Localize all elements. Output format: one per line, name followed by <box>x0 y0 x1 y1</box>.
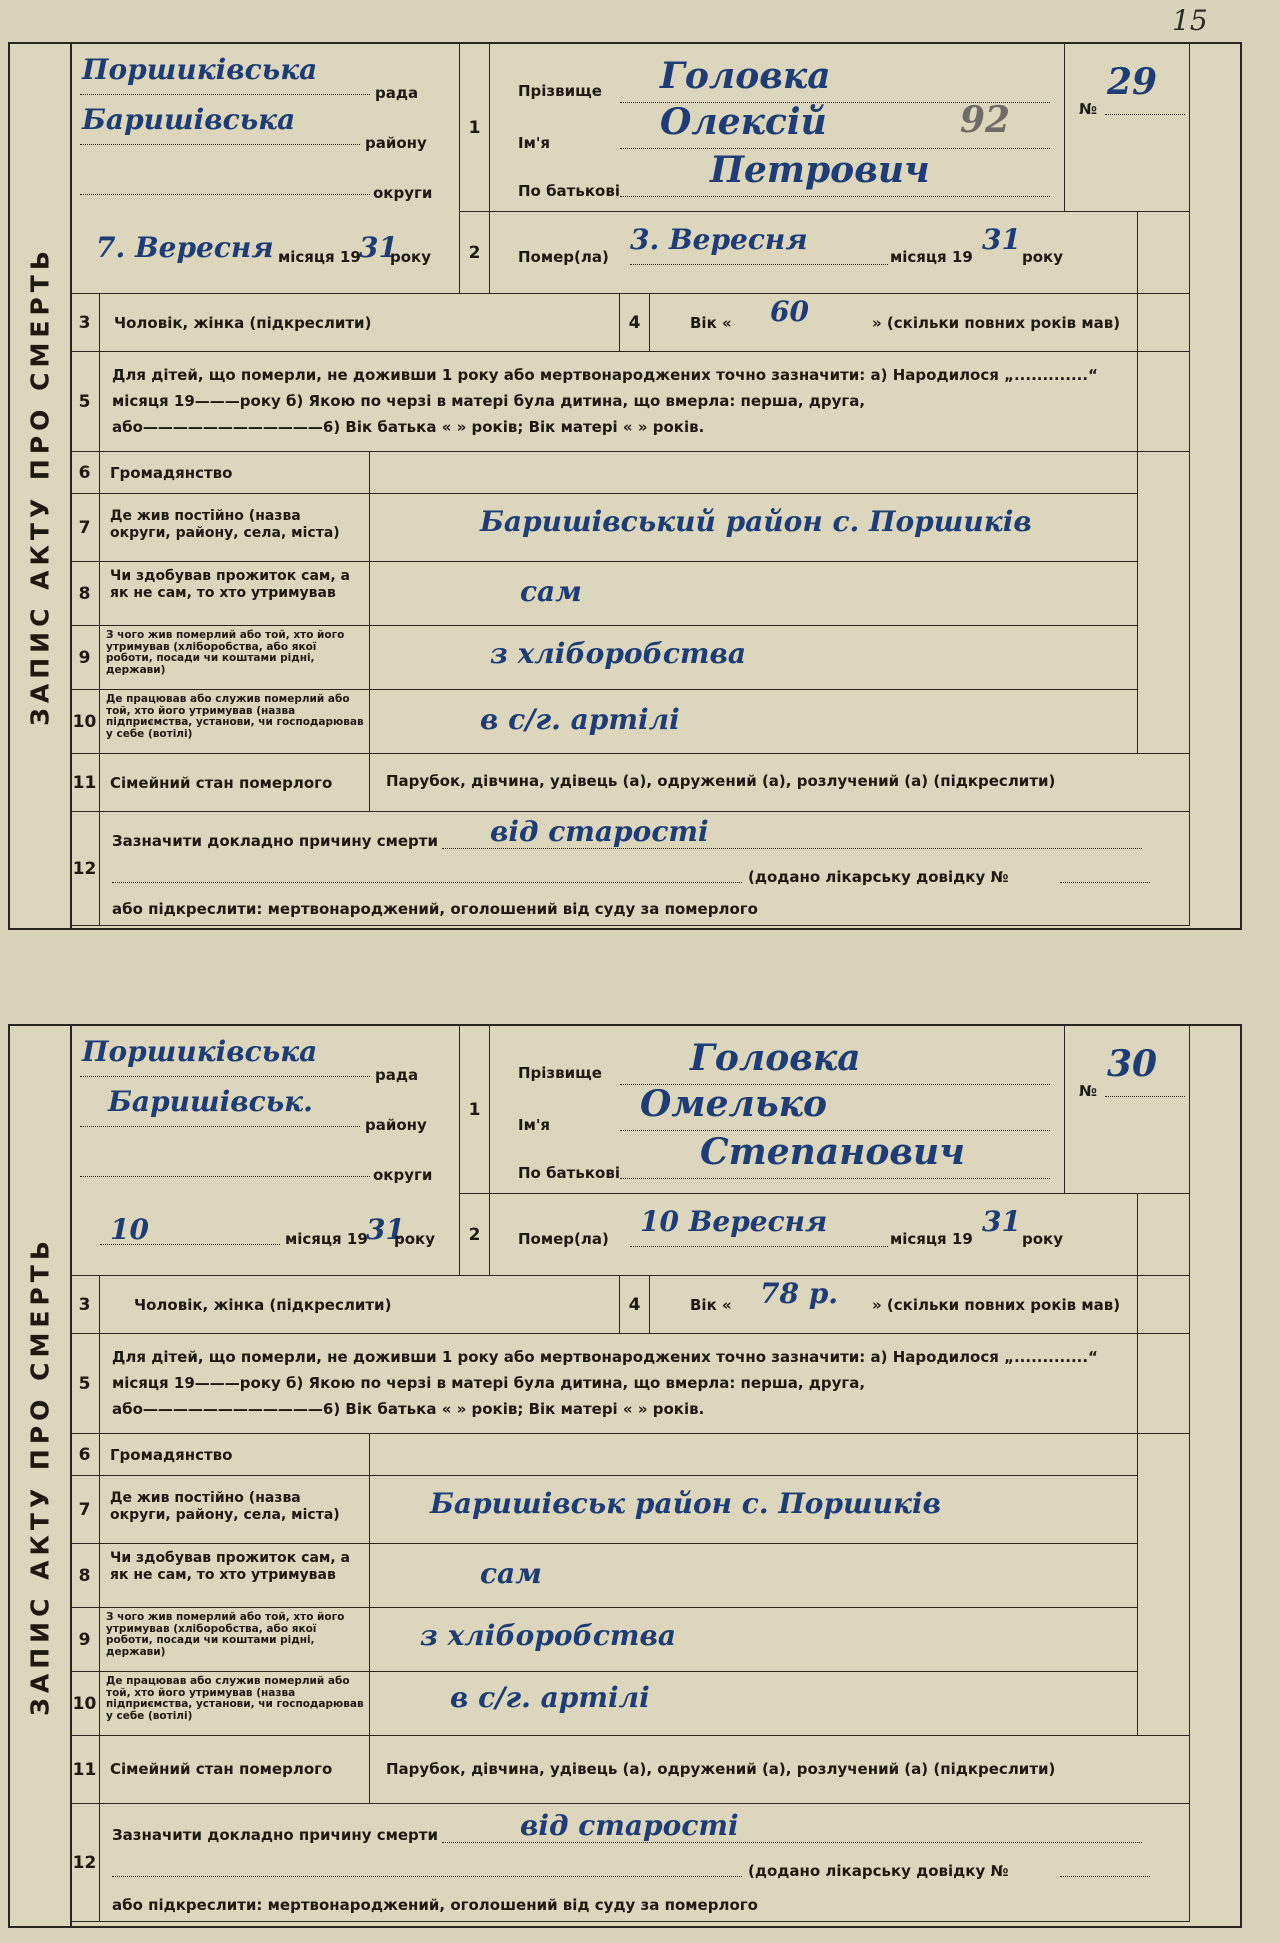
cause-label: Зазначити докладно причину смерти <box>112 1826 438 1844</box>
record-number-value: 30 <box>1107 1043 1158 1085</box>
death-day-value: 3. Вересня <box>630 223 808 256</box>
row-number-3: 3 <box>70 1276 100 1334</box>
row-number-5: 5 <box>70 352 100 452</box>
rada-value: Поршиківська <box>82 1035 318 1068</box>
registration-day-value: 10 <box>110 1213 149 1246</box>
livelihood-value-cell <box>370 1544 1138 1608</box>
row-number-2: 2 <box>460 1194 490 1276</box>
registration-year-value: 31 <box>366 1213 405 1246</box>
sex-label: Чоловік, жінка (підкреслити) <box>134 1296 392 1314</box>
marital-label-cell <box>100 754 370 812</box>
marital-options-cell <box>370 1736 1190 1804</box>
rayon-value: Баришівська <box>82 103 296 136</box>
row-number-10: 10 <box>70 1672 100 1736</box>
marital-label-cell <box>100 1736 370 1804</box>
livelihood-value-cell <box>370 562 1138 626</box>
empty-cell <box>1138 212 1190 294</box>
livelihood-value: сам <box>520 575 582 608</box>
age-suffix-label: » (скільки повних років мав) <box>872 314 1121 332</box>
age-value: 78 р. <box>760 1277 839 1310</box>
registration-day-value: 7. Вересня <box>96 231 274 264</box>
cause-value: від старості <box>520 1809 739 1842</box>
children-line-3: або————————————6) Вік батька « » років; Вік матері « » років. <box>112 418 705 436</box>
age-label: Вік « <box>690 1296 732 1314</box>
children-line-1: Для дітей, що померли, не доживши 1 року або мертвонароджених точно зазначити: а) Народилося „.............“ <box>112 1348 1098 1366</box>
registration-month-label: місяця 19 <box>278 248 361 266</box>
livelihood-label-cell <box>100 1544 370 1608</box>
okrugy-label: округи <box>373 1166 433 1184</box>
death-year-value: 31 <box>982 1205 1021 1238</box>
citizenship-label-cell <box>100 1434 370 1476</box>
age-value: 60 <box>770 295 809 328</box>
rada-label: рада <box>375 1066 419 1084</box>
side-title: ЗАПИС АКТУ ПРО СМЕРТЬ <box>25 246 55 726</box>
citizenship-label: Громадянство <box>110 1446 233 1464</box>
livelihood-value: сам <box>480 1557 542 1590</box>
side-title-panel <box>10 44 72 928</box>
record-number-value: 29 <box>1107 61 1158 103</box>
death-year-label: року <box>1022 248 1064 266</box>
death-record-form-29 <box>8 42 1242 930</box>
workplace-label-cell <box>100 690 370 754</box>
citizenship-label-cell <box>100 452 370 494</box>
income-source-value: з хліборобства <box>420 1619 677 1652</box>
income-source-label: З чого жив померлий або той, хто його утримував (хліборобства, або якої роботи, посади чи коштами рідні, держави) <box>106 1611 345 1658</box>
rada-label: рада <box>375 84 419 102</box>
marital-options: Парубок, дівчина, удівець (а), одружений (а), розлучений (а) (підкреслити) <box>386 772 1056 790</box>
death-year-value: 31 <box>982 223 1021 256</box>
workplace-value: в с/г. артілі <box>450 1681 650 1714</box>
rayonu-label: району <box>365 1116 427 1134</box>
stillborn-note: або підкреслити: мертвонароджений, оголошений від суду за померлого <box>112 900 758 918</box>
row-number-11: 11 <box>70 1736 100 1804</box>
surname-value: Головка <box>660 55 831 97</box>
death-month-label: місяця 19 <box>890 1230 973 1248</box>
citizenship-label: Громадянство <box>110 464 233 482</box>
stillborn-note: або підкреслити: мертвонароджений, оголошений від суду за померлого <box>112 1896 758 1914</box>
first-name-value: Олексій <box>660 101 827 143</box>
surname-label: Прізвище <box>518 82 602 100</box>
workplace-value-cell <box>370 690 1138 754</box>
side-title: ЗАПИС АКТУ ПРО СМЕРТЬ <box>25 1236 55 1716</box>
income-source-value: з хліборобства <box>490 637 747 670</box>
empty-cell <box>1138 1276 1190 1334</box>
registry-header-cell <box>70 1026 460 1276</box>
livelihood-label-cell <box>100 562 370 626</box>
empty-cell <box>1138 1334 1190 1434</box>
row-number-7: 7 <box>70 1476 100 1544</box>
residence-value-cell <box>370 494 1138 562</box>
side-title-panel <box>10 1026 72 1926</box>
workplace-label: Де працював або служив померлий або той, хто його утримував (назва підприємства, установи, чи господарював у себе (вотілі) <box>106 1675 364 1722</box>
workplace-label-cell <box>100 1672 370 1736</box>
row-number-6: 6 <box>70 1434 100 1476</box>
cause-of-death-cell <box>100 812 1190 926</box>
children-line-2: місяця 19———року б) Якою по черзі в матері була дитина, що вмерла: перша, друга, <box>112 1374 866 1392</box>
empty-cell <box>1138 294 1190 352</box>
cause-of-death-cell <box>100 1804 1190 1922</box>
children-info-cell <box>100 352 1138 452</box>
name-block-cell <box>490 44 1065 212</box>
row-number-10: 10 <box>70 690 100 754</box>
patronymic-label: По батькові <box>518 182 620 200</box>
citizenship-value-cell <box>370 1434 1138 1476</box>
age-suffix-label: » (скільки повних років мав) <box>872 1296 1121 1314</box>
pencil-mark: 92 <box>960 99 1011 141</box>
certificate-label: (додано лікарську довідку № <box>748 1862 1009 1880</box>
row-number-5: 5 <box>70 1334 100 1434</box>
residence-label: Де жив постійно (назва округи, району, села, міста) <box>110 1490 340 1523</box>
row-number-12: 12 <box>70 812 100 926</box>
death-day-value: 10 Вересня <box>640 1205 828 1238</box>
income-source-label-cell <box>100 626 370 690</box>
empty-cell <box>1138 1194 1190 1276</box>
record-number-cell <box>1065 44 1190 212</box>
sex-cell <box>100 1276 620 1334</box>
surname-label: Прізвище <box>518 1064 602 1082</box>
workplace-label: Де працював або служив померлий або той, хто його утримував (назва підприємства, установи, чи господарював у себе (вотілі) <box>106 693 364 740</box>
first-name-value: Омелько <box>640 1083 827 1125</box>
income-source-label-cell <box>100 1608 370 1672</box>
children-line-3: або————————————6) Вік батька « » років; Вік матері « » років. <box>112 1400 705 1418</box>
death-date-cell <box>490 212 1138 294</box>
age-cell <box>650 294 1138 352</box>
row-number-3: 3 <box>70 294 100 352</box>
empty-cell <box>1138 452 1190 754</box>
children-line-2: місяця 19———року б) Якою по черзі в матері була дитина, що вмерла: перша, друга, <box>112 392 866 410</box>
registry-header-cell <box>70 44 460 294</box>
death-record-form-30 <box>8 1024 1242 1928</box>
number-label: № <box>1079 1082 1098 1100</box>
marital-options: Парубок, дівчина, удівець (а), одружений (а), розлучений (а) (підкреслити) <box>386 1760 1056 1778</box>
income-source-value-cell <box>370 626 1138 690</box>
row-number-8: 8 <box>70 562 100 626</box>
number-label: № <box>1079 100 1098 118</box>
row-number-1: 1 <box>460 1026 490 1194</box>
empty-cell <box>1138 1434 1190 1736</box>
page-number: 15 <box>1172 4 1208 37</box>
row-number-9: 9 <box>70 626 100 690</box>
first-name-label: Ім'я <box>518 134 551 152</box>
workplace-value-cell <box>370 1672 1138 1736</box>
row-number-1: 1 <box>460 44 490 212</box>
residence-value-cell <box>370 1476 1138 1544</box>
row-number-12: 12 <box>70 1804 100 1922</box>
residence-value: Баришівський район с. Поршиків <box>480 505 1032 538</box>
row-number-9: 9 <box>70 1608 100 1672</box>
workplace-value: в с/г. артілі <box>480 703 680 736</box>
death-date-cell <box>490 1194 1138 1276</box>
died-label: Помер(ла) <box>518 1230 609 1248</box>
income-source-value-cell <box>370 1608 1138 1672</box>
registration-year-value: 31 <box>359 231 398 264</box>
row-number-2: 2 <box>460 212 490 294</box>
cause-value: від старості <box>490 815 709 848</box>
row-number-4: 4 <box>620 1276 650 1334</box>
marital-label: Сімейний стан померлого <box>110 774 333 792</box>
row-number-4: 4 <box>620 294 650 352</box>
livelihood-label: Чи здобував прожиток сам, а як не сам, то хто утримував <box>110 1550 350 1583</box>
residence-value: Баришівськ район с. Поршиків <box>430 1487 941 1520</box>
citizenship-value-cell <box>370 452 1138 494</box>
cause-label: Зазначити докладно причину смерти <box>112 832 438 850</box>
rayonu-label: району <box>365 134 427 152</box>
registration-year-label: року <box>390 248 432 266</box>
income-source-label: З чого жив померлий або той, хто його утримував (хліборобства, або якої роботи, посади чи коштами рідні, держави) <box>106 629 345 676</box>
okrugy-label: округи <box>373 184 433 202</box>
registration-month-label: місяця 19 <box>285 1230 368 1248</box>
registration-year-label: року <box>394 1230 436 1248</box>
marital-label: Сімейний стан померлого <box>110 1760 333 1778</box>
certificate-label: (додано лікарську довідку № <box>748 868 1009 886</box>
residence-label-cell <box>100 1476 370 1544</box>
livelihood-label: Чи здобував прожиток сам, а як не сам, то хто утримував <box>110 568 350 601</box>
row-number-11: 11 <box>70 754 100 812</box>
rada-value: Поршиківська <box>82 53 318 86</box>
record-number-cell <box>1065 1026 1190 1194</box>
rayon-value: Баришівськ. <box>108 1085 313 1118</box>
surname-value: Головка <box>690 1037 861 1079</box>
row-number-8: 8 <box>70 1544 100 1608</box>
death-month-label: місяця 19 <box>890 248 973 266</box>
children-info-cell <box>100 1334 1138 1434</box>
died-label: Помер(ла) <box>518 248 609 266</box>
patronymic-value: Петрович <box>710 149 930 191</box>
age-label: Вік « <box>690 314 732 332</box>
patronymic-label: По батькові <box>518 1164 620 1182</box>
sex-label: Чоловік, жінка (підкреслити) <box>114 314 372 332</box>
sex-cell <box>100 294 620 352</box>
empty-cell <box>1138 352 1190 452</box>
death-year-label: року <box>1022 1230 1064 1248</box>
marital-options-cell <box>370 754 1190 812</box>
children-line-1: Для дітей, що померли, не доживши 1 року або мертвонароджених точно зазначити: а) Народилося „.............“ <box>112 366 1098 384</box>
residence-label: Де жив постійно (назва округи, району, села, міста) <box>110 508 340 541</box>
row-number-6: 6 <box>70 452 100 494</box>
row-number-7: 7 <box>70 494 100 562</box>
age-cell <box>650 1276 1138 1334</box>
patronymic-value: Степанович <box>700 1131 965 1173</box>
name-block-cell <box>490 1026 1065 1194</box>
residence-label-cell <box>100 494 370 562</box>
first-name-label: Ім'я <box>518 1116 551 1134</box>
